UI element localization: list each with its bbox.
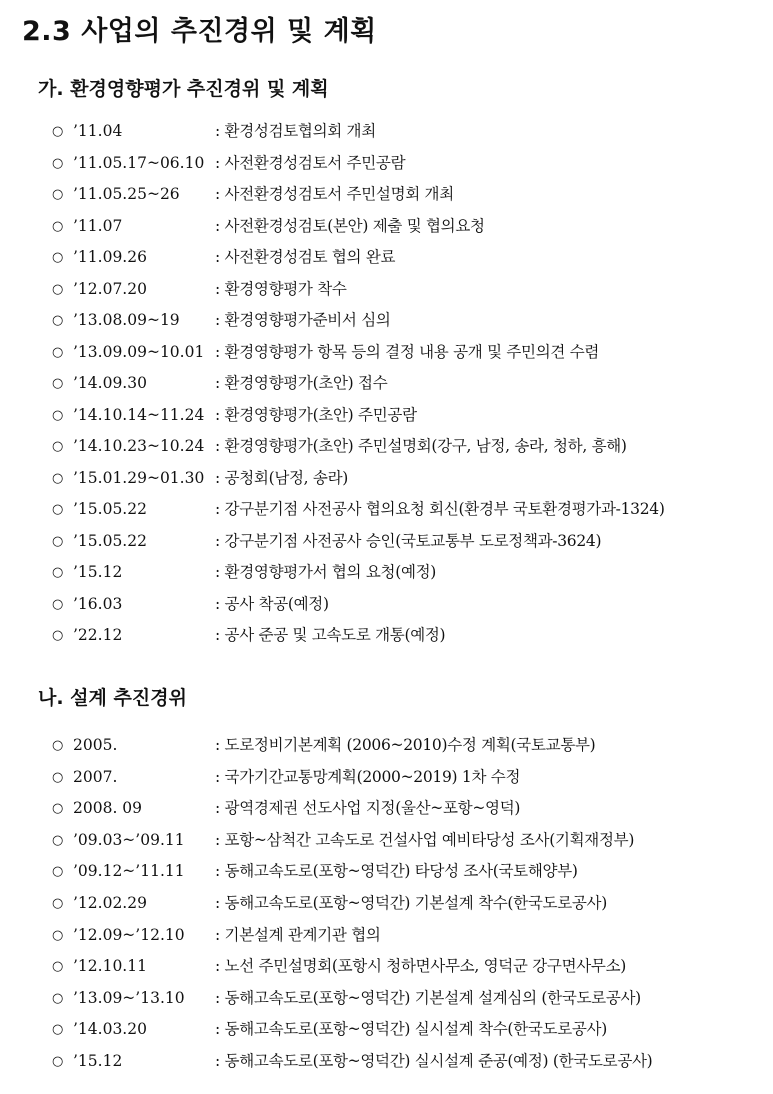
list-item — [0, 557, 773, 589]
item-date: ’11.05.17~06.10 — [73, 153, 205, 172]
item-description: : 강구분기점 사전공사 승인(국토교통부 도로정책과-3624) — [215, 531, 602, 550]
item-date: ’15.05.22 — [73, 531, 147, 550]
list-item — [0, 400, 773, 432]
list-item — [0, 526, 773, 558]
bullet-circle-icon: ○ — [52, 990, 64, 1006]
list-item — [0, 793, 773, 825]
list-item — [0, 211, 773, 243]
item-date: ’22.12 — [73, 626, 123, 644]
item-description: : 동해고속도로(포항~영덕간) 타당성 조사(국토해양부) — [215, 862, 578, 881]
item-date: ’14.03.20 — [73, 1020, 147, 1039]
bullet-circle-icon: ○ — [52, 533, 64, 549]
item-description: : 환경영향평가(초안) 접수 — [215, 374, 388, 392]
item-date: ’11.04 — [73, 122, 123, 140]
list-item — [0, 305, 773, 337]
bullet-circle-icon: ○ — [52, 596, 64, 612]
item-description: : 환경영향평가 착수 — [215, 279, 347, 298]
list-item — [0, 242, 773, 274]
list-item — [0, 463, 773, 495]
item-date: 2008. 09 — [73, 799, 143, 818]
list-item — [0, 856, 773, 888]
item-date: ’13.09~’13.10 — [73, 988, 185, 1007]
bullet-circle-icon: ○ — [52, 344, 64, 360]
list-item — [0, 179, 773, 211]
item-description: : 사전환경성검토서 주민공람 — [215, 153, 406, 172]
bullet-circle-icon: ○ — [52, 155, 64, 171]
item-description: : 강구분기점 사전공사 협의요청 회신(환경부 국토환경평가과-1324) — [215, 500, 665, 518]
item-date: ’15.12 — [73, 1051, 123, 1070]
item-date: ’09.12~’11.11 — [73, 862, 185, 881]
item-date: ’11.09.26 — [73, 248, 147, 266]
item-description: : 공사 착공(예정) — [215, 594, 329, 613]
item-description: : 환경성검토협의회 개최 — [215, 122, 376, 140]
item-description: : 환경영향평가서 협의 요청(예정) — [215, 563, 437, 581]
item-description: : 도로정비기본계획 (2006~2010)수정 계획(국토교통부) — [215, 736, 596, 754]
bullet-circle-icon: ○ — [52, 565, 64, 580]
bullet-circle-icon: ○ — [52, 502, 64, 517]
list-item — [0, 589, 773, 621]
item-description: : 노선 주민설명회(포항시 청하면사무소, 영덕군 강구면사무소) — [215, 957, 627, 976]
page-title: 2.3 사업의 추진경위 및 계획 — [22, 16, 377, 47]
bullet-circle-icon: ○ — [52, 738, 64, 753]
item-description: : 환경영향평가준비서 심의 — [215, 311, 391, 329]
item-date: ’15.05.22 — [73, 500, 147, 518]
item-date: ’13.09.09~10.01 — [73, 342, 205, 361]
list-item — [0, 888, 773, 920]
item-description: : 사전환경성검토서 주민설명회 개최 — [215, 185, 454, 203]
list-item — [0, 148, 773, 180]
item-description: : 사전환경성검토(본안) 제출 및 협의요청 — [215, 216, 485, 235]
list-item — [0, 983, 773, 1015]
bullet-circle-icon: ○ — [52, 959, 64, 975]
bullet-circle-icon: ○ — [52, 187, 64, 202]
bullet-circle-icon: ○ — [52, 407, 64, 423]
bullet-circle-icon: ○ — [52, 628, 64, 643]
list-item — [0, 1014, 773, 1046]
item-description: : 환경영향평가 항목 등의 결정 내용 공개 및 주민의견 수렴 — [215, 342, 600, 361]
bullet-circle-icon: ○ — [52, 250, 64, 265]
section-heading: 가. 환경영향평가 추진경위 및 계획 — [38, 78, 329, 100]
item-date: ’12.02.29 — [73, 893, 147, 912]
item-description: : 환경영향평가(초안) 주민공람 — [215, 405, 417, 424]
bullet-circle-icon: ○ — [52, 864, 64, 880]
item-description: : 포항~삼척간 고속도로 건설사업 예비타당성 조사(기획재정부) — [215, 830, 635, 849]
bullet-circle-icon: ○ — [52, 218, 64, 234]
section-design-progress — [0, 683, 773, 1094]
bullet-circle-icon: ○ — [52, 832, 64, 848]
item-date: ’11.05.25~26 — [73, 185, 180, 203]
bullet-circle-icon: ○ — [52, 376, 64, 391]
item-description: : 기본설계 관계기관 협의 — [215, 925, 381, 944]
bullet-circle-icon: ○ — [52, 801, 64, 817]
list-item — [0, 920, 773, 952]
bullet-circle-icon: ○ — [52, 439, 64, 454]
list-item — [0, 730, 773, 762]
list-item — [0, 1046, 773, 1078]
section-heading: 나. 설계 추진경위 — [38, 687, 187, 709]
list-item — [0, 620, 773, 652]
item-description: : 공사 준공 및 고속도로 개통(예정) — [215, 626, 446, 644]
list-item — [0, 116, 773, 148]
bullet-circle-icon: ○ — [52, 1053, 64, 1069]
item-description: : 환경영향평가(초안) 주민설명회(강구, 남정, 송라, 청하, 흥해) — [215, 437, 627, 455]
item-date: 2007. — [73, 767, 118, 786]
list-item — [0, 337, 773, 369]
item-date: ’12.07.20 — [73, 279, 147, 298]
timeline-list — [0, 730, 773, 1078]
bullet-circle-icon: ○ — [52, 1022, 64, 1038]
bullet-circle-icon: ○ — [52, 895, 64, 911]
item-date: ’12.10.11 — [73, 957, 147, 976]
item-date: ’16.03 — [73, 594, 123, 613]
list-item — [0, 951, 773, 983]
item-date: ’09.03~’09.11 — [73, 830, 185, 849]
item-description: : 국가기간교통망계획(2000~2019) 1차 수정 — [215, 767, 521, 786]
item-description: : 공청회(남정, 송라) — [215, 468, 349, 487]
item-date: ’11.07 — [73, 216, 123, 235]
bullet-circle-icon: ○ — [52, 124, 64, 139]
timeline-list — [0, 116, 773, 652]
item-date: ’15.12 — [73, 563, 123, 581]
item-description: : 광역경제권 선도사업 지정(울산~포항~영덕) — [215, 799, 521, 818]
item-description: : 동해고속도로(포항~영덕간) 실시설계 준공(예정) (한국도로공사) — [215, 1051, 653, 1070]
list-item — [0, 274, 773, 306]
item-date: ’13.08.09~19 — [73, 311, 180, 329]
bullet-circle-icon: ○ — [52, 769, 64, 785]
item-date: ’12.09~’12.10 — [73, 925, 185, 944]
item-date: ’15.01.29~01.30 — [73, 468, 205, 487]
list-item — [0, 762, 773, 794]
item-description: : 동해고속도로(포항~영덕간) 기본설계 설계심의 (한국도로공사) — [215, 988, 641, 1007]
list-item — [0, 825, 773, 857]
item-date: ’14.10.23~10.24 — [73, 437, 205, 455]
bullet-circle-icon: ○ — [52, 281, 64, 297]
list-item — [0, 494, 773, 526]
bullet-circle-icon: ○ — [52, 470, 64, 486]
item-date: ’14.09.30 — [73, 374, 147, 392]
list-item — [0, 368, 773, 400]
item-description: : 동해고속도로(포항~영덕간) 기본설계 착수(한국도로공사) — [215, 893, 607, 912]
item-description: : 사전환경성검토 협의 완료 — [215, 248, 396, 266]
item-description: : 동해고속도로(포항~영덕간) 실시설계 착수(한국도로공사) — [215, 1020, 607, 1039]
item-date: 2005. — [73, 736, 118, 754]
item-date: ’14.10.14~11.24 — [73, 405, 205, 424]
bullet-circle-icon: ○ — [52, 313, 64, 328]
bullet-circle-icon: ○ — [52, 927, 64, 943]
section-environmental-assessment — [0, 74, 773, 668]
list-item — [0, 431, 773, 463]
